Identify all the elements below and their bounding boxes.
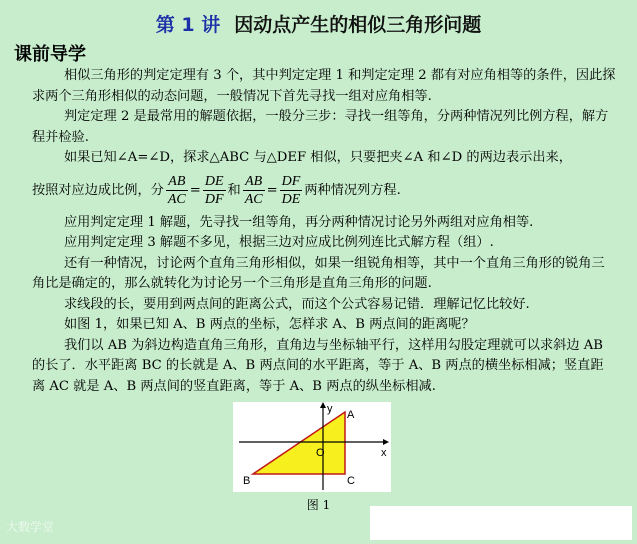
fraction-denominator: AC — [244, 191, 263, 207]
x-axis-arrow — [383, 439, 389, 445]
y-axis-label: y — [327, 403, 333, 415]
fraction-denominator: DF — [204, 191, 224, 207]
lecture-number: 第 1 讲 — [155, 14, 221, 36]
paragraph-4: 应用判定定理 1 解题，先寻找一组等角，再分两种情况讨论另外两组对应角相等. — [64, 214, 534, 230]
paragraph-3b — [32, 169, 616, 213]
paragraph-2: 判定定理 2 是最常用的解题依据，一般分三步：寻找一组等角，分两种情况列比例方程，解方程并检验. — [32, 109, 609, 145]
point-a-label: A — [347, 409, 355, 421]
watermark: 大数学堂 — [6, 520, 55, 534]
fraction-numerator: DE — [204, 173, 224, 189]
fraction-denominator: DE — [281, 191, 301, 207]
blank-panel — [370, 506, 632, 540]
paragraph-3a: 如果已知∠A=∠D，探求△ABC 与△DEF 相似，只要把夹∠A 和∠D 的两边表示出来， — [64, 150, 572, 165]
fraction-numerator: AB — [243, 173, 265, 191]
lecture-title: 因动点产生的相似三角形问题 — [234, 14, 482, 36]
paragraph-8: 如图 1，如果已知 A、B 两点的坐标，怎样求 A、B 两点间的距离呢？ — [64, 317, 475, 332]
origin-label: O — [316, 447, 325, 459]
figure-caption: 图 1 — [306, 498, 331, 512]
equals-sign: = — [266, 182, 278, 198]
paragraph-1: 相似三角形的判定定理有 3 个，其中判定定理 1 和判定定理 2 都有对应角相等的条件，因此探求两个三角形相似的动态问题，一般情况下首先寻找一组对应角相等. — [32, 68, 616, 104]
paragraph-3b-prefix: 按照对应边成比例，分 — [32, 182, 164, 198]
point-c-label: C — [347, 475, 355, 487]
paragraph-5: 应用判定定理 3 解题不多见，根据三边对应成比例列连比式解方程（组）. — [64, 235, 494, 250]
paragraph-6: 还有一种情况，讨论两个直角三角形相似，如果一组锐角相等，其中一个直角三角形的锐角三角比是确定的，那么就转化为讨论另一个三角形是直角三角形的问题. — [32, 255, 605, 291]
fraction-numerator: DF — [281, 173, 301, 189]
point-b-label: B — [243, 475, 251, 487]
y-axis-arrow — [320, 402, 326, 408]
fraction-ab-ac — [166, 173, 188, 208]
x-axis-label: x — [381, 447, 387, 459]
coordinate-diagram — [233, 402, 391, 492]
paragraph-7: 求线段的长，要用到两点间的距离公式，而这个公式容易记错．理解记忆比较好. — [64, 296, 530, 312]
fraction-df-de — [280, 173, 303, 208]
fraction-de-df — [203, 173, 226, 208]
fraction-denominator: AC — [167, 191, 186, 207]
paragraph-9: 我们以 AB 为斜边构造直角三角形，直角边与坐标轴平行，这样用勾股定理就可以求斜边 AB 的长了．水平距离 BC 的长就是 A、B 两点间的水平距离，等于 A、B 两点的横坐标相减；竖直距离 AC 就是 A、B 两点间的竖直距离，等于 A、B 两点的纵坐标相减. — [32, 337, 604, 394]
paragraph-3b-suffix: 两种情况列方程. — [304, 182, 401, 198]
equals-sign: = — [189, 182, 201, 198]
fraction-ab-ac-2 — [243, 173, 265, 208]
conjunction-and: 和 — [227, 182, 241, 198]
section-heading: 课前导学 — [14, 44, 86, 65]
article-body — [32, 66, 616, 397]
figure-1 — [233, 402, 391, 492]
fraction-numerator: AB — [166, 173, 188, 191]
page-title — [0, 10, 637, 37]
right-triangle-abc — [253, 412, 345, 474]
